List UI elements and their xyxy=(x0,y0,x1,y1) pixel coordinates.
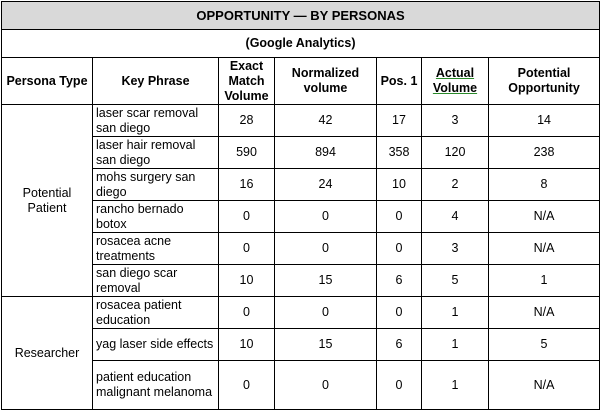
pos-1-cell: 6 xyxy=(377,265,422,297)
actual-volume-cell: 2 xyxy=(422,169,489,201)
normalized-volume-cell: 24 xyxy=(275,169,377,201)
table-title: OPPORTUNITY — BY PERSONAS xyxy=(2,2,600,30)
potential-opportunity-cell: N/A xyxy=(489,297,600,329)
actual-volume-cell: 4 xyxy=(422,201,489,233)
actual-volume-cell: 5 xyxy=(422,265,489,297)
normalized-volume-cell: 894 xyxy=(275,137,377,169)
pos-1-cell: 0 xyxy=(377,361,422,410)
exact-match-volume-cell: 0 xyxy=(219,201,275,233)
potential-opportunity-cell: N/A xyxy=(489,233,600,265)
exact-match-volume-cell: 0 xyxy=(219,297,275,329)
persona-type-cell: Potential Patient xyxy=(2,105,93,297)
header-exact-match-volume: Exact Match Volume xyxy=(219,58,275,105)
persona-type-cell: Researcher xyxy=(2,297,93,410)
pos-1-cell: 0 xyxy=(377,233,422,265)
key-phrase-cell: san diego scar removal xyxy=(93,265,219,297)
normalized-volume-cell: 15 xyxy=(275,265,377,297)
header-pos-1: Pos. 1 xyxy=(377,58,422,105)
potential-opportunity-cell: 1 xyxy=(489,265,600,297)
normalized-volume-cell: 0 xyxy=(275,201,377,233)
header-row xyxy=(2,58,600,105)
table-row xyxy=(2,105,600,137)
header-actual-volume-label: Actual Volume xyxy=(432,66,478,95)
table-row xyxy=(2,297,600,329)
key-phrase-cell: patient education malignant melanoma xyxy=(93,361,219,410)
potential-opportunity-cell: 8 xyxy=(489,169,600,201)
potential-opportunity-cell: N/A xyxy=(489,361,600,410)
key-phrase-cell: rosacea patient education xyxy=(93,297,219,329)
table-body xyxy=(2,105,600,410)
exact-match-volume-cell: 10 xyxy=(219,265,275,297)
pos-1-cell: 17 xyxy=(377,105,422,137)
key-phrase-cell: rancho bernado botox xyxy=(93,201,219,233)
exact-match-volume-cell: 0 xyxy=(219,361,275,410)
key-phrase-cell: laser hair removal san diego xyxy=(93,137,219,169)
header-actual-volume xyxy=(422,58,489,105)
pos-1-cell: 0 xyxy=(377,201,422,233)
exact-match-volume-cell: 10 xyxy=(219,329,275,361)
pos-1-cell: 10 xyxy=(377,169,422,201)
table-subtitle: (Google Analytics) xyxy=(2,30,600,58)
actual-volume-cell: 120 xyxy=(422,137,489,169)
header-potential-opportunity: Potential Opportunity xyxy=(489,58,600,105)
normalized-volume-cell: 0 xyxy=(275,297,377,329)
exact-match-volume-cell: 590 xyxy=(219,137,275,169)
normalized-volume-cell: 0 xyxy=(275,361,377,410)
actual-volume-cell: 1 xyxy=(422,297,489,329)
header-persona-type: Persona Type xyxy=(2,58,93,105)
actual-volume-cell: 1 xyxy=(422,329,489,361)
pos-1-cell: 6 xyxy=(377,329,422,361)
opportunity-table xyxy=(1,1,600,410)
key-phrase-cell: mohs surgery san diego xyxy=(93,169,219,201)
key-phrase-cell: laser scar removal san diego xyxy=(93,105,219,137)
potential-opportunity-cell: 5 xyxy=(489,329,600,361)
header-key-phrase: Key Phrase xyxy=(93,58,219,105)
potential-opportunity-cell: 14 xyxy=(489,105,600,137)
normalized-volume-cell: 0 xyxy=(275,233,377,265)
normalized-volume-cell: 15 xyxy=(275,329,377,361)
pos-1-cell: 358 xyxy=(377,137,422,169)
key-phrase-cell: yag laser side effects xyxy=(93,329,219,361)
pos-1-cell: 0 xyxy=(377,297,422,329)
exact-match-volume-cell: 28 xyxy=(219,105,275,137)
normalized-volume-cell: 42 xyxy=(275,105,377,137)
header-normalized-volume: Normalized volume xyxy=(275,58,377,105)
actual-volume-cell: 3 xyxy=(422,233,489,265)
actual-volume-cell: 3 xyxy=(422,105,489,137)
potential-opportunity-cell: N/A xyxy=(489,201,600,233)
actual-volume-cell: 1 xyxy=(422,361,489,410)
exact-match-volume-cell: 16 xyxy=(219,169,275,201)
exact-match-volume-cell: 0 xyxy=(219,233,275,265)
potential-opportunity-cell: 238 xyxy=(489,137,600,169)
key-phrase-cell: rosacea acne treatments xyxy=(93,233,219,265)
